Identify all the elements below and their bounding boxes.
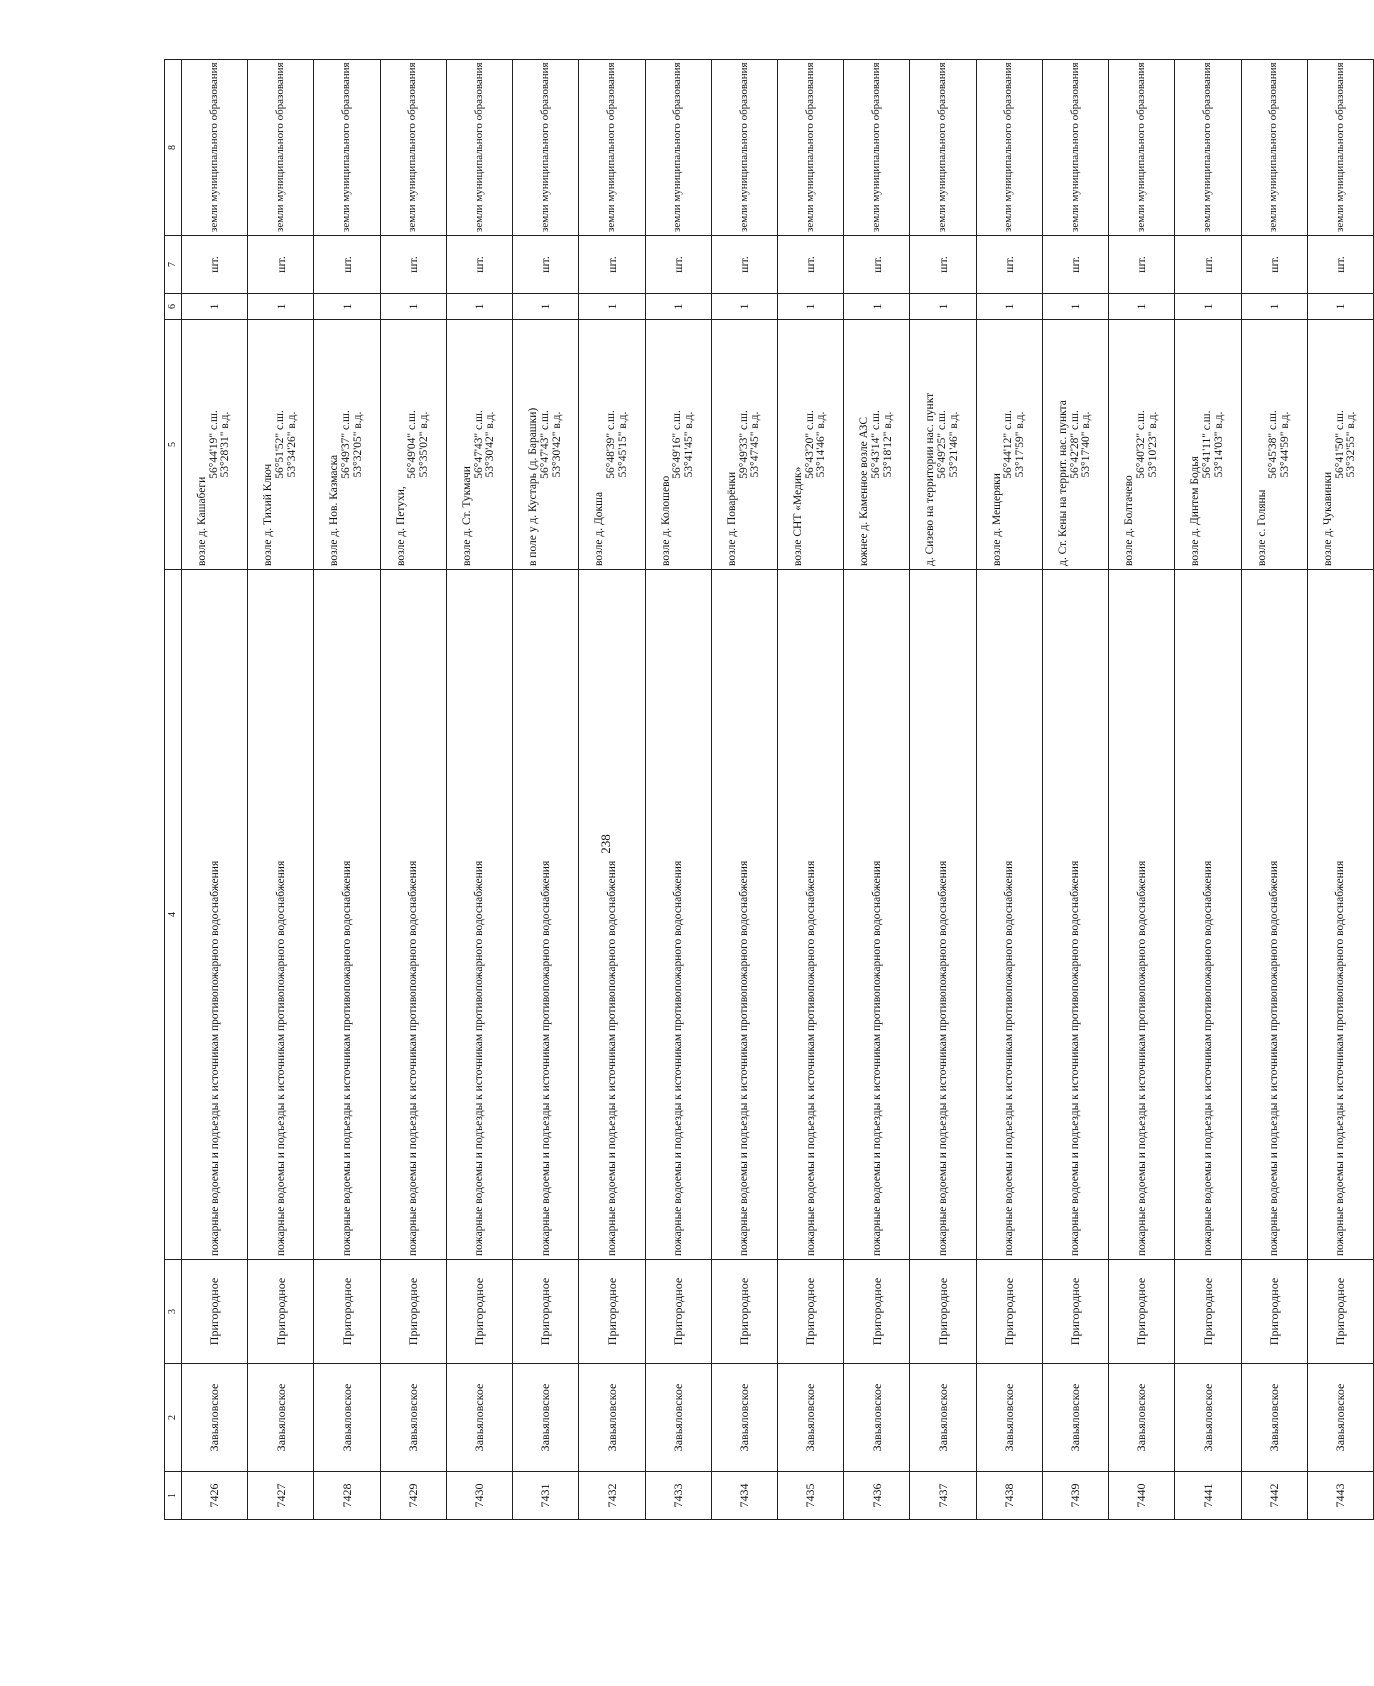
table-row xyxy=(314,60,380,1520)
land-category-cell: земли муниципального образования xyxy=(446,60,512,236)
location-name: д. Ст. Кены на террит. нас. пункта xyxy=(1056,400,1069,566)
unit-cell: шт. xyxy=(976,236,1042,294)
land-category-cell: земли муниципального образования xyxy=(248,60,314,236)
latitude: 56°40'32" с.ш. xyxy=(1134,410,1147,479)
column-number-header xyxy=(165,60,182,1520)
location-name: возле д. Нов. Казмаска xyxy=(328,454,341,566)
latitude: 56°45'38" с.ш. xyxy=(1267,410,1280,479)
table-row xyxy=(1109,60,1175,1520)
latitude: 56°49'16" с.ш. xyxy=(671,410,684,479)
longitude: 53°17'40" в.д. xyxy=(1080,411,1093,478)
latitude: 56°43'14" с.ш. xyxy=(869,410,882,479)
col-header: 3 xyxy=(165,1260,182,1364)
settlement-cell: Завьяловское xyxy=(844,1364,910,1472)
latitude: 56°41'50" с.ш. xyxy=(1333,410,1346,479)
object-cell: пожарные водоемы и подъезды к источникам противопожарного водоснабжения xyxy=(910,570,976,1260)
zone-cell: Пригородное xyxy=(1109,1260,1175,1364)
location-name: возле д. Тихий Ключ xyxy=(262,463,275,566)
zone-cell: Пригородное xyxy=(513,1260,579,1364)
zone-cell: Пригородное xyxy=(711,1260,777,1364)
longitude: 53°44'59" в.д. xyxy=(1278,411,1291,478)
settlement-cell: Завьяловское xyxy=(645,1364,711,1472)
row-number: 7437 xyxy=(910,1472,976,1520)
col-header: 7 xyxy=(165,236,182,294)
land-category-cell: земли муниципального образования xyxy=(645,60,711,236)
zone-cell: Пригородное xyxy=(1175,1260,1241,1364)
longitude: 53°10'23" в.д. xyxy=(1146,411,1159,478)
latitude: 56°47'43" с.ш. xyxy=(472,410,485,479)
row-number: 7438 xyxy=(976,1472,1042,1520)
col-header: 6 xyxy=(165,294,182,320)
location-cell xyxy=(777,320,843,570)
unit-cell: шт. xyxy=(1307,236,1373,294)
longitude: 53°32'05" в.д. xyxy=(351,411,364,478)
object-cell: пожарные водоемы и подъезды к источникам противопожарного водоснабжения xyxy=(777,570,843,1260)
table-row xyxy=(844,60,910,1520)
quantity-cell: 1 xyxy=(446,294,512,320)
quantity-cell: 1 xyxy=(976,294,1042,320)
quantity-cell: 1 xyxy=(1042,294,1108,320)
land-category-cell: земли муниципального образования xyxy=(513,60,579,236)
latitude: 56°44'19" с.ш. xyxy=(207,410,220,479)
row-number: 7440 xyxy=(1109,1472,1175,1520)
row-number: 7443 xyxy=(1307,1472,1373,1520)
land-category-cell: земли муниципального образования xyxy=(182,60,248,236)
unit-cell: шт. xyxy=(513,236,579,294)
unit-cell: шт. xyxy=(1042,236,1108,294)
longitude: 53°32'55" в.д. xyxy=(1345,411,1358,478)
quantity-cell: 1 xyxy=(579,294,645,320)
zone-cell: Пригородное xyxy=(976,1260,1042,1364)
settlement-cell: Завьяловское xyxy=(579,1364,645,1472)
row-number: 7441 xyxy=(1175,1472,1241,1520)
unit-cell: шт. xyxy=(380,236,446,294)
quantity-cell: 1 xyxy=(182,294,248,320)
location-name: возле д. Чукавинки xyxy=(1321,471,1334,566)
unit-cell: шт. xyxy=(1175,236,1241,294)
location-cell xyxy=(182,320,248,570)
zone-cell: Пригородное xyxy=(844,1260,910,1364)
table-row xyxy=(711,60,777,1520)
latitude: 56°49'25" с.ш. xyxy=(936,410,949,479)
settlement-cell: Завьяловское xyxy=(314,1364,380,1472)
unit-cell: шт. xyxy=(844,236,910,294)
settlement-cell: Завьяловское xyxy=(446,1364,512,1472)
latitude: 56°51'52" с.ш. xyxy=(273,410,286,479)
location-cell xyxy=(645,320,711,570)
quantity-cell: 1 xyxy=(1109,294,1175,320)
latitude: 59°49'33" с.ш. xyxy=(737,410,750,479)
page-number: 238 xyxy=(598,834,613,854)
land-category-cell: земли муниципального образования xyxy=(1109,60,1175,236)
longitude: 53°18'12" в.д. xyxy=(881,411,894,478)
table-row xyxy=(182,60,248,1520)
land-category-cell: земли муниципального образования xyxy=(910,60,976,236)
table-row xyxy=(1042,60,1108,1520)
row-number: 7432 xyxy=(579,1472,645,1520)
longitude: 53°28'31" в.д. xyxy=(219,411,232,478)
table-row xyxy=(645,60,711,1520)
col-header: 1 xyxy=(165,1472,182,1520)
location-cell xyxy=(446,320,512,570)
col-header: 4 xyxy=(165,570,182,1260)
location-cell xyxy=(248,320,314,570)
land-category-cell: земли муниципального образования xyxy=(777,60,843,236)
location-name: возле СНТ «Медик» xyxy=(792,466,804,566)
longitude: 53°45'15" в.д. xyxy=(616,411,629,478)
latitude: 56°43'20" с.ш. xyxy=(803,410,816,479)
unit-cell: шт. xyxy=(645,236,711,294)
longitude: 53°14'03" в.д. xyxy=(1212,411,1225,478)
object-cell: пожарные водоемы и подъезды к источникам противопожарного водоснабжения xyxy=(711,570,777,1260)
location-name: возле д. Болтачево xyxy=(1123,475,1136,566)
quantity-cell: 1 xyxy=(380,294,446,320)
object-cell: пожарные водоемы и подъезды к источникам противопожарного водоснабжения xyxy=(1175,570,1241,1260)
latitude: 56°48'39" с.ш. xyxy=(605,410,618,479)
zone-cell: Пригородное xyxy=(1241,1260,1307,1364)
object-cell: пожарные водоемы и подъезды к источникам противопожарного водоснабжения xyxy=(1307,570,1373,1260)
longitude: 53°17'59" в.д. xyxy=(1014,411,1027,478)
land-category-cell: земли муниципального образования xyxy=(314,60,380,236)
quantity-cell: 1 xyxy=(844,294,910,320)
quantity-cell: 1 xyxy=(711,294,777,320)
object-cell: пожарные водоемы и подъезды к источникам противопожарного водоснабжения xyxy=(844,570,910,1260)
row-number: 7434 xyxy=(711,1472,777,1520)
land-category-cell: земли муниципального образования xyxy=(1175,60,1241,236)
row-number: 7442 xyxy=(1241,1472,1307,1520)
quantity-cell: 1 xyxy=(1241,294,1307,320)
settlement-cell: Завьяловское xyxy=(1307,1364,1373,1472)
location-name: в поле у д. Кустарь (д. Барашки) xyxy=(527,407,540,566)
unit-cell: шт. xyxy=(248,236,314,294)
table-row xyxy=(976,60,1042,1520)
settlement-cell: Завьяловское xyxy=(248,1364,314,1472)
location-cell xyxy=(579,320,645,570)
location-name: возле д. Докша xyxy=(593,491,606,566)
longitude: 53°14'46" в.д. xyxy=(815,411,828,478)
location-cell xyxy=(1175,320,1241,570)
location-cell xyxy=(711,320,777,570)
location-cell xyxy=(1109,320,1175,570)
fire-water-sources-table xyxy=(164,59,1374,1520)
object-cell: пожарные водоемы и подъезды к источникам противопожарного водоснабжения xyxy=(182,570,248,1260)
quantity-cell: 1 xyxy=(1307,294,1373,320)
zone-cell: Пригородное xyxy=(1042,1260,1108,1364)
latitude: 56°44'12" с.ш. xyxy=(1002,410,1015,479)
location-name: возле д. Поварёнки xyxy=(725,471,738,566)
quantity-cell: 1 xyxy=(248,294,314,320)
land-category-cell: земли муниципального образования xyxy=(380,60,446,236)
table-row xyxy=(1241,60,1307,1520)
object-cell: пожарные водоемы и подъезды к источникам противопожарного водоснабжения xyxy=(513,570,579,1260)
row-number: 7429 xyxy=(380,1472,446,1520)
land-category-cell: земли муниципального образования xyxy=(711,60,777,236)
table-row xyxy=(513,60,579,1520)
table-row xyxy=(1307,60,1373,1520)
latitude: 56°47'43" с.ш. xyxy=(538,410,551,479)
table-row xyxy=(1175,60,1241,1520)
zone-cell: Пригородное xyxy=(248,1260,314,1364)
object-cell: пожарные водоемы и подъезды к источникам противопожарного водоснабжения xyxy=(1109,570,1175,1260)
col-header: 2 xyxy=(165,1364,182,1472)
settlement-cell: Завьяловское xyxy=(513,1364,579,1472)
row-number: 7426 xyxy=(182,1472,248,1520)
location-cell xyxy=(1241,320,1307,570)
object-cell: пожарные водоемы и подъезды к источникам противопожарного водоснабжения xyxy=(1241,570,1307,1260)
zone-cell: Пригородное xyxy=(579,1260,645,1364)
settlement-cell: Завьяловское xyxy=(711,1364,777,1472)
settlement-cell: Завьяловское xyxy=(182,1364,248,1472)
location-name: возле д. Ст. Тукмачи xyxy=(460,466,473,566)
row-number: 7433 xyxy=(645,1472,711,1520)
unit-cell: шт. xyxy=(777,236,843,294)
quantity-cell: 1 xyxy=(645,294,711,320)
object-cell: пожарные водоемы и подъезды к источникам противопожарного водоснабжения xyxy=(446,570,512,1260)
unit-cell: шт. xyxy=(910,236,976,294)
row-number: 7439 xyxy=(1042,1472,1108,1520)
unit-cell: шт. xyxy=(579,236,645,294)
quantity-cell: 1 xyxy=(777,294,843,320)
longitude: 53°21'46" в.д. xyxy=(947,411,960,478)
unit-cell: шт. xyxy=(1241,236,1307,294)
longitude: 53°35'02" в.д. xyxy=(418,411,431,478)
land-category-cell: земли муниципального образования xyxy=(1042,60,1108,236)
zone-cell: Пригородное xyxy=(1307,1260,1373,1364)
zone-cell: Пригородное xyxy=(182,1260,248,1364)
row-number: 7431 xyxy=(513,1472,579,1520)
location-name: возле с. Голяны xyxy=(1255,489,1268,566)
latitude: 56°41'11" с.ш. xyxy=(1201,410,1214,479)
settlement-cell: Завьяловское xyxy=(1109,1364,1175,1472)
row-number: 7427 xyxy=(248,1472,314,1520)
land-category-cell: земли муниципального образования xyxy=(579,60,645,236)
unit-cell: шт. xyxy=(711,236,777,294)
quantity-cell: 1 xyxy=(314,294,380,320)
latitude: 56°49'04" с.ш. xyxy=(406,410,419,479)
location-cell xyxy=(976,320,1042,570)
unit-cell: шт. xyxy=(314,236,380,294)
settlement-cell: Завьяловское xyxy=(1175,1364,1241,1472)
longitude: 53°30'42" в.д. xyxy=(550,411,563,478)
location-cell xyxy=(1042,320,1108,570)
land-category-cell: земли муниципального образования xyxy=(976,60,1042,236)
object-cell: пожарные водоемы и подъезды к источникам противопожарного водоснабжения xyxy=(314,570,380,1260)
object-cell: пожарные водоемы и подъезды к источникам противопожарного водоснабжения xyxy=(976,570,1042,1260)
zone-cell: Пригородное xyxy=(777,1260,843,1364)
unit-cell: шт. xyxy=(446,236,512,294)
location-cell xyxy=(844,320,910,570)
location-cell xyxy=(513,320,579,570)
object-cell: пожарные водоемы и подъезды к источникам противопожарного водоснабжения xyxy=(380,570,446,1260)
row-number: 7428 xyxy=(314,1472,380,1520)
col-header: 5 xyxy=(165,320,182,570)
row-number: 7436 xyxy=(844,1472,910,1520)
land-category-cell: земли муниципального образования xyxy=(1241,60,1307,236)
zone-cell: Пригородное xyxy=(910,1260,976,1364)
table-row xyxy=(248,60,314,1520)
location-name: возле д. Кашабеги xyxy=(196,476,209,566)
longitude: 53°30'42" в.д. xyxy=(484,411,497,478)
location-name: возле д. Динтем Бодья xyxy=(1189,456,1202,566)
table-row xyxy=(380,60,446,1520)
settlement-cell: Завьяловское xyxy=(1241,1364,1307,1472)
unit-cell: шт. xyxy=(1109,236,1175,294)
location-name: д. Сизево на территории нас. пункт xyxy=(924,392,937,566)
zone-cell: Пригородное xyxy=(446,1260,512,1364)
settlement-cell: Завьяловское xyxy=(910,1364,976,1472)
table-row xyxy=(910,60,976,1520)
rotated-table-wrapper xyxy=(164,60,1374,1520)
latitude: 56°42'28" с.ш. xyxy=(1068,410,1081,479)
object-cell: пожарные водоемы и подъезды к источникам противопожарного водоснабжения xyxy=(248,570,314,1260)
location-cell xyxy=(1307,320,1373,570)
settlement-cell: Завьяловское xyxy=(976,1364,1042,1472)
location-name: возле д. Колошево xyxy=(659,475,672,566)
zone-cell: Пригородное xyxy=(645,1260,711,1364)
zone-cell: Пригородное xyxy=(314,1260,380,1364)
longitude: 53°34'26" в.д. xyxy=(285,411,298,478)
longitude: 53°41'45" в.д. xyxy=(683,411,695,478)
location-cell xyxy=(380,320,446,570)
location-cell xyxy=(910,320,976,570)
object-cell: пожарные водоемы и подъезды к источникам противопожарного водоснабжения xyxy=(579,570,645,1260)
location-name: южнее д. Каменное возле АЗС xyxy=(858,416,871,566)
table-row xyxy=(579,60,645,1520)
location-name: возле д. Петухи, xyxy=(394,486,407,566)
settlement-cell: Завьяловское xyxy=(380,1364,446,1472)
settlement-cell: Завьяловское xyxy=(1042,1364,1108,1472)
object-cell: пожарные водоемы и подъезды к источникам противопожарного водоснабжения xyxy=(645,570,711,1260)
location-name: возле д. Мещеряки xyxy=(990,473,1003,566)
zone-cell: Пригородное xyxy=(380,1260,446,1364)
row-number: 7435 xyxy=(777,1472,843,1520)
quantity-cell: 1 xyxy=(910,294,976,320)
land-category-cell: земли муниципального образования xyxy=(844,60,910,236)
unit-cell: шт. xyxy=(182,236,248,294)
land-category-cell: земли муниципального образования xyxy=(1307,60,1373,236)
longitude: 53°47'45" в.д. xyxy=(749,411,762,478)
object-cell: пожарные водоемы и подъезды к источникам противопожарного водоснабжения xyxy=(1042,570,1108,1260)
table-row xyxy=(446,60,512,1520)
settlement-cell: Завьяловское xyxy=(777,1364,843,1472)
quantity-cell: 1 xyxy=(513,294,579,320)
table-row xyxy=(777,60,843,1520)
row-number: 7430 xyxy=(446,1472,512,1520)
col-header: 8 xyxy=(165,60,182,236)
location-cell xyxy=(314,320,380,570)
quantity-cell: 1 xyxy=(1175,294,1241,320)
latitude: 56°49'37" с.ш. xyxy=(340,410,353,479)
